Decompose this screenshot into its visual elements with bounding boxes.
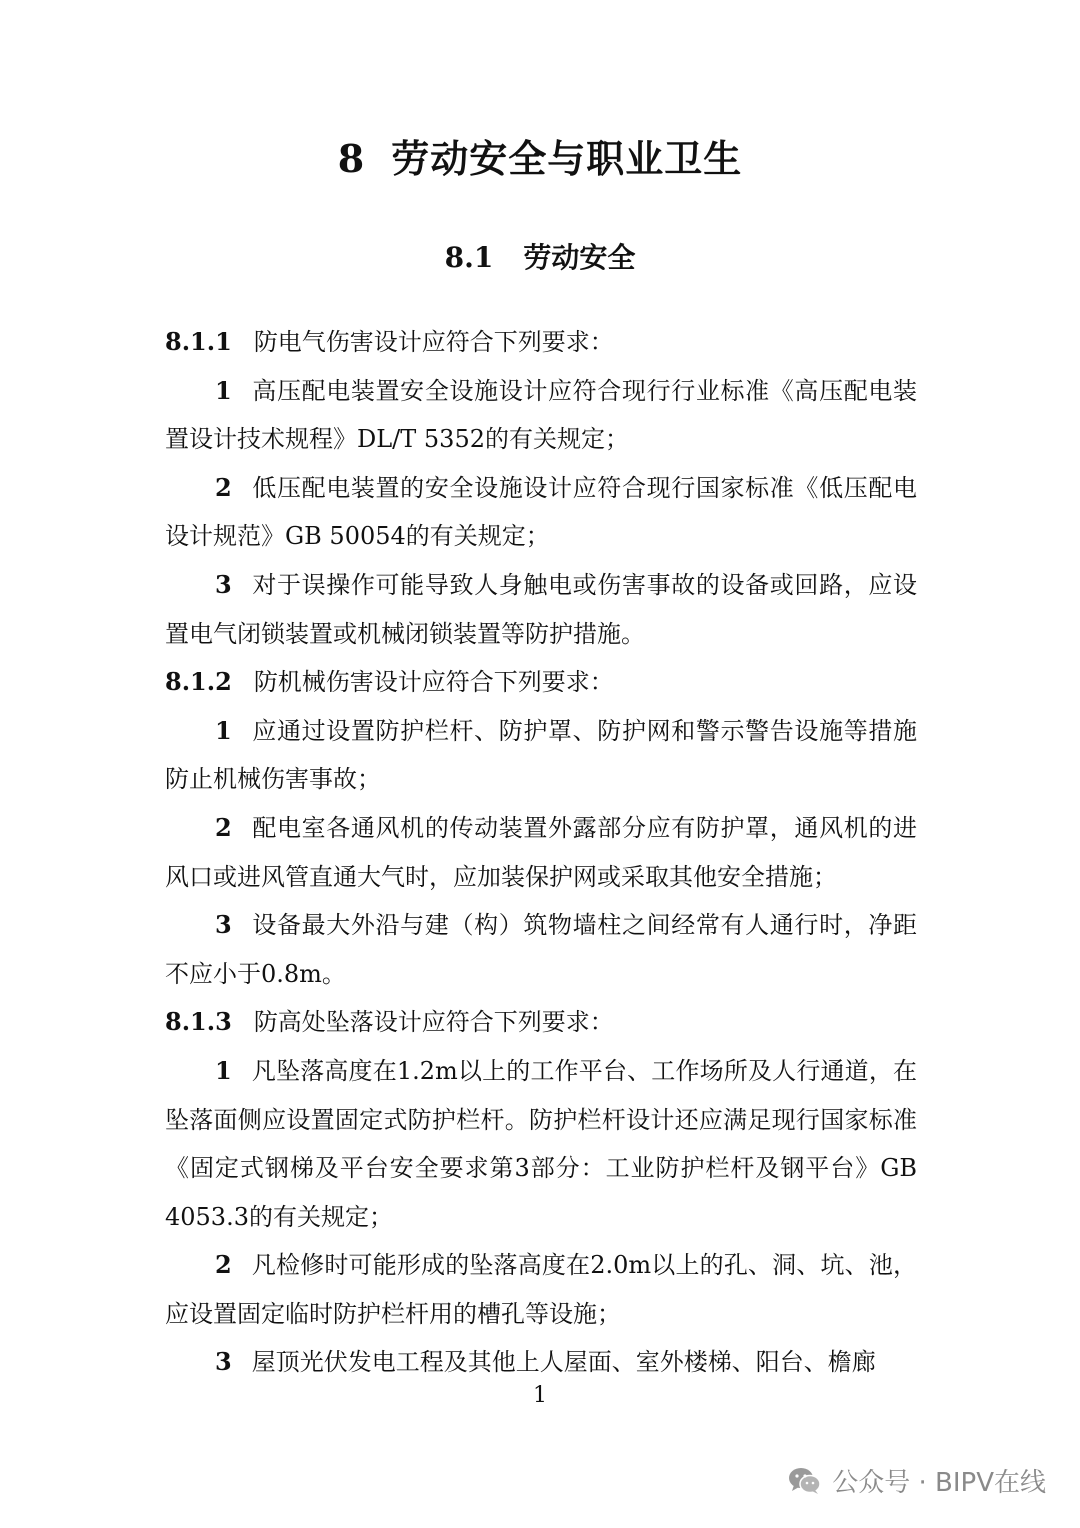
item-text: 低压配电装置的安全设施设计应符合现行国家标准《低压配电设计规范》GB 50054的有关规定； bbox=[165, 473, 917, 551]
document-body bbox=[165, 318, 917, 1387]
list-item bbox=[165, 707, 917, 804]
item-number: 3 bbox=[215, 569, 232, 599]
chapter-number: 8 bbox=[337, 136, 366, 181]
clause-text: 防高处坠落设计应符合下列要求： bbox=[253, 1008, 614, 1037]
list-item bbox=[165, 464, 917, 561]
item-number: 1 bbox=[215, 1055, 232, 1085]
item-text: 应通过设置防护栏杆、防护罩、防护网和警示警告设施等措施防止机械伤害事故； bbox=[165, 716, 917, 794]
clause-number: 8.1.2 bbox=[165, 667, 232, 697]
clause bbox=[165, 658, 917, 707]
item-number: 2 bbox=[215, 812, 232, 842]
watermark-text: 公众号 · BIPV在线 bbox=[832, 1468, 1046, 1498]
section-number: 8.1 bbox=[444, 241, 494, 274]
list-item bbox=[165, 1047, 917, 1241]
item-number: 3 bbox=[215, 910, 232, 940]
list-item bbox=[165, 804, 917, 901]
item-text: 屋顶光伏发电工程及其他上人屋面、室外楼梯、阳台、檐廊 bbox=[251, 1348, 876, 1377]
list-item bbox=[165, 901, 917, 998]
clause bbox=[165, 318, 917, 367]
item-text: 对于误操作可能导致人身触电或伤害事故的设备或回路，应设置电气闭锁装置或机械闭锁装置等防护措施。 bbox=[165, 570, 917, 648]
list-item bbox=[165, 1241, 917, 1338]
clause-number: 8.1.3 bbox=[165, 1007, 232, 1037]
item-text: 高压配电装置安全设施设计应符合现行行业标准《高压配电装置设计技术规程》DL/T 5352的有关规定； bbox=[165, 376, 917, 454]
list-item bbox=[165, 367, 917, 464]
item-number: 3 bbox=[215, 1347, 232, 1377]
chapter-title bbox=[0, 128, 1080, 183]
clause-text: 防电气伤害设计应符合下列要求： bbox=[253, 328, 614, 356]
item-number: 1 bbox=[215, 375, 232, 405]
item-text: 配电室各通风机的传动装置外露部分应有防护罩，通风机的进风口或进风管直通大气时，应加装保护网或采取其他安全措施； bbox=[165, 813, 917, 891]
item-text: 设备最大外沿与建（构）筑物墙柱之间经常有人通行时，净距不应小于0.8m。 bbox=[165, 911, 917, 988]
clause bbox=[165, 998, 917, 1047]
item-number: 2 bbox=[215, 1250, 232, 1280]
page-number: 1 bbox=[533, 1383, 547, 1408]
clause-number: 8.1.1 bbox=[165, 327, 232, 356]
item-text: 凡检修时可能形成的坠落高度在2.0m以上的孔、洞、坑、池，应设置固定临时防护栏杆用的槽孔等设施； bbox=[165, 1251, 917, 1328]
wechat-icon bbox=[788, 1466, 822, 1496]
item-text: 凡坠落高度在1.2m以上的工作平台、工作场所及人行通道，在坠落面侧应设置固定式防护栏杆。防护栏杆设计还应满足现行国家标准《固定式钢梯及平台安全要求第3部分：工业防护栏杆及钢平台》GB 4053.3的有关规定； bbox=[165, 1056, 917, 1231]
list-item bbox=[165, 561, 917, 658]
list-item bbox=[165, 1338, 917, 1387]
section-title-text: 劳动安全 bbox=[523, 241, 636, 274]
watermark bbox=[788, 1462, 1046, 1499]
section-title bbox=[0, 236, 1080, 276]
item-number: 2 bbox=[215, 472, 232, 502]
chapter-title-text: 劳动安全与职业卫生 bbox=[391, 136, 743, 181]
clause-text: 防机械伤害设计应符合下列要求： bbox=[253, 668, 614, 697]
item-number: 1 bbox=[215, 715, 232, 745]
